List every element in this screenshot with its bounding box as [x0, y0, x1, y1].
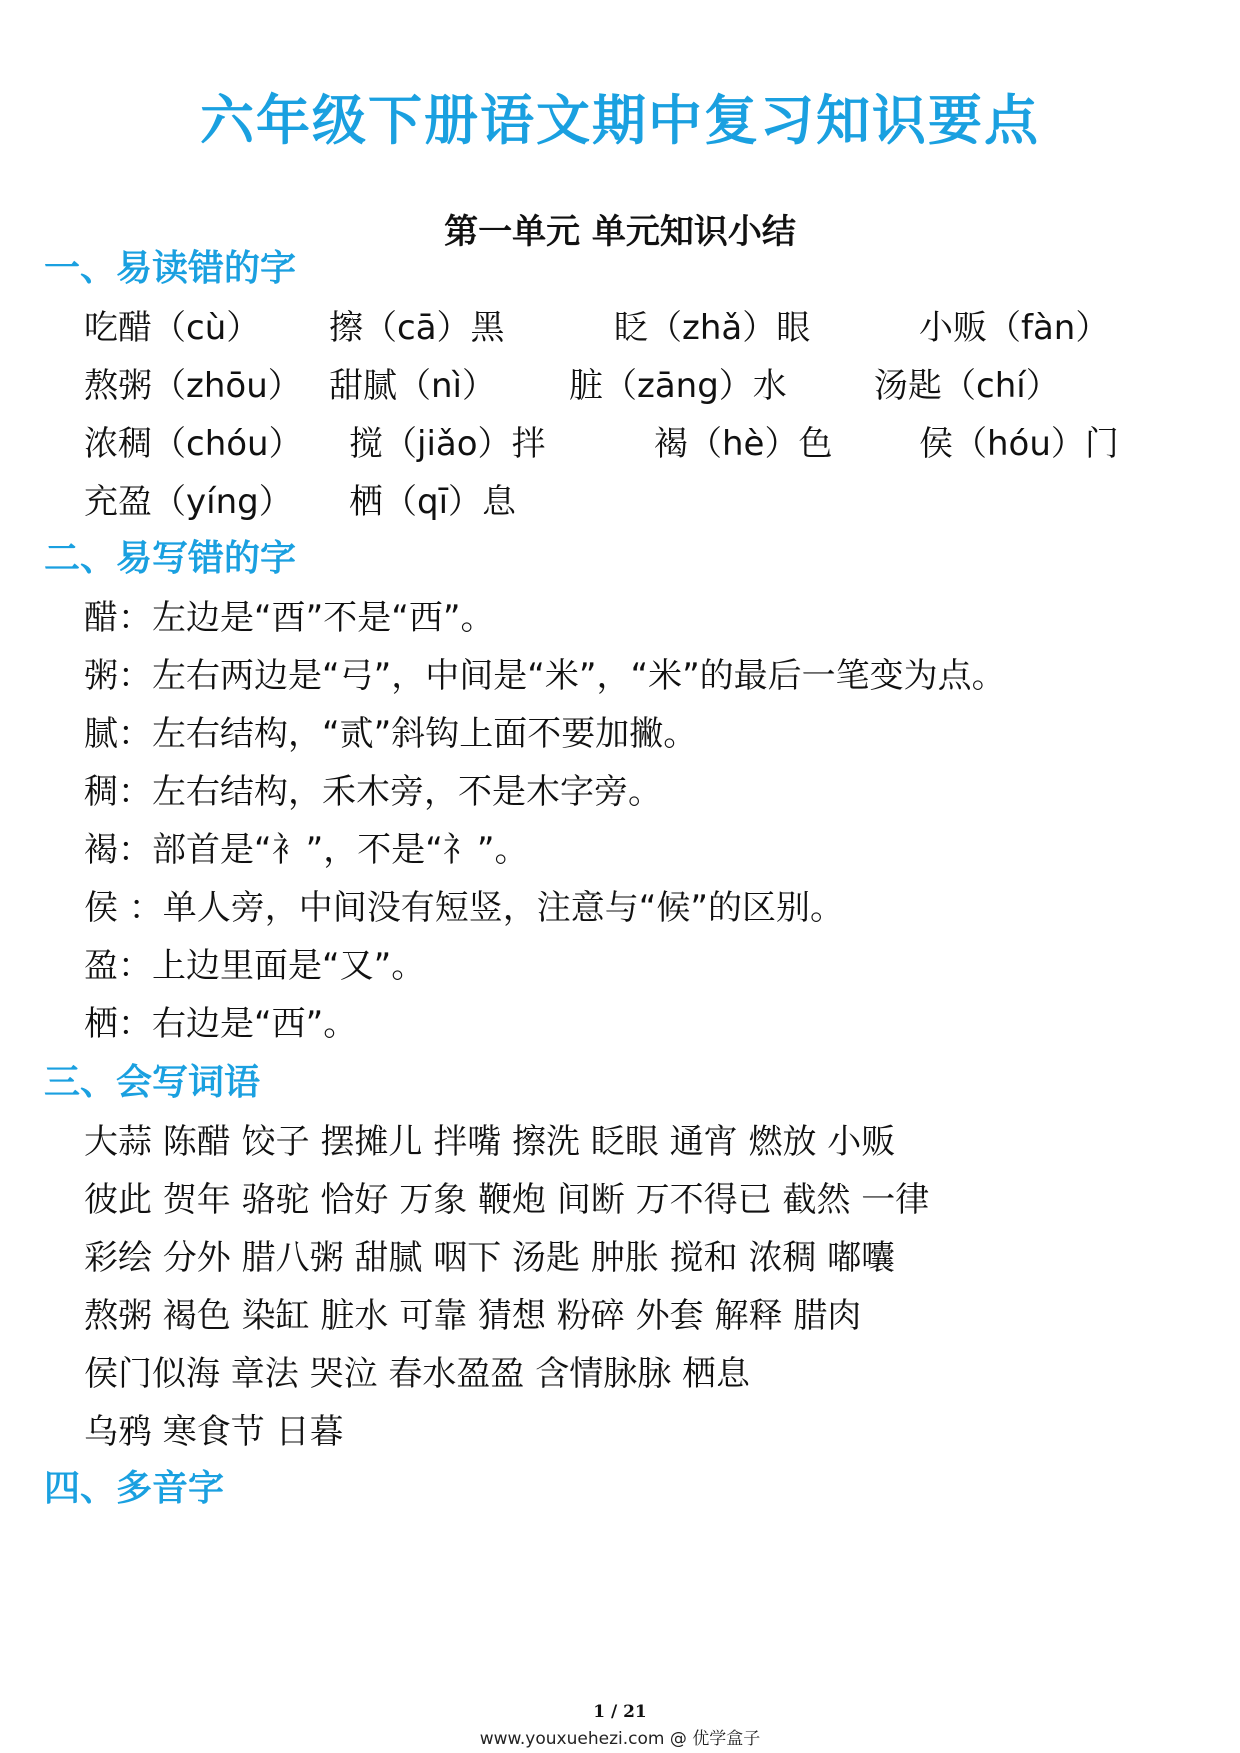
pinyin-entry: 小贩（fàn） — [919, 308, 1110, 348]
pinyin-entry: 擦（cā）黑 — [329, 308, 505, 348]
section-heading-words: 三、会写词语 — [44, 1062, 261, 1103]
pinyin-entry: 浓稠（chóu） — [84, 424, 303, 464]
writing-note: 腻：左右结构，“贰”斜钩上面不要加撇。 — [84, 714, 698, 754]
writing-note: 醋：左边是“酉”不是“西”。 — [84, 598, 495, 638]
writing-note: 侯 ：单人旁，中间没有短竖，注意与“候”的区别。 — [84, 888, 845, 928]
word-line: 侯门似海 章法 哭泣 春水盈盈 含情脉脉 栖息 — [84, 1354, 751, 1394]
writing-note: 盈：上边里面是“又”。 — [84, 946, 426, 986]
writing-note: 栖：右边是“西”。 — [84, 1004, 358, 1044]
section-heading-miswritten: 二、易写错的字 — [44, 538, 297, 579]
section-heading-polyphonic: 四、多音字 — [44, 1468, 225, 1509]
pinyin-entry: 褐（hè）色 — [654, 424, 833, 464]
pinyin-entry: 吃醋（cù） — [84, 308, 261, 348]
pinyin-entry: 脏（zāng）水 — [569, 366, 787, 406]
unit-title: 第一单元 单元知识小结 — [444, 212, 796, 252]
pinyin-entry: 甜腻（nì） — [329, 366, 496, 406]
writing-note: 粥：左右两边是“弓”，中间是“米”，“米”的最后一笔变为点。 — [84, 656, 1006, 696]
pinyin-entry: 充盈（yíng） — [84, 482, 293, 522]
word-line: 彼此 贺年 骆驼 恰好 万象 鞭炮 间断 万不得已 截然 一律 — [84, 1180, 930, 1220]
pinyin-entry: 搅（jiǎo）拌 — [349, 424, 546, 464]
page-number: 1 / 21 — [593, 1702, 647, 1722]
page-title: 六年级下册语文期中复习知识要点 — [200, 89, 1040, 152]
pinyin-entry: 眨（zhǎ）眼 — [614, 308, 811, 348]
pinyin-entry: 汤匙（chí） — [874, 366, 1060, 406]
word-line: 熬粥 褐色 染缸 脏水 可靠 猜想 粉碎 外套 解释 腊肉 — [84, 1296, 862, 1336]
pinyin-entry: 侯（hóu）门 — [919, 424, 1119, 464]
word-line: 大蒜 陈醋 饺子 摆摊儿 拌嘴 擦洗 眨眼 通宵 燃放 小贩 — [84, 1122, 896, 1162]
writing-note: 褐：部首是“衤”，不是“礻”。 — [84, 830, 529, 870]
pinyin-entry: 栖（qī）息 — [349, 482, 517, 522]
word-line: 彩绘 分外 腊八粥 甜腻 咽下 汤匙 肿胀 搅和 浓稠 嘟囔 — [84, 1238, 896, 1278]
pinyin-entry: 熬粥（zhōu） — [84, 366, 302, 406]
section-heading-misread: 一、易读错的字 — [44, 248, 297, 289]
writing-note: 稠：左右结构，禾木旁，不是木字旁。 — [84, 772, 662, 812]
word-line: 乌鸦 寒食节 日暮 — [84, 1412, 344, 1452]
site-credit: www.youxuehezi.com @ 优学盒子 — [479, 1729, 761, 1749]
